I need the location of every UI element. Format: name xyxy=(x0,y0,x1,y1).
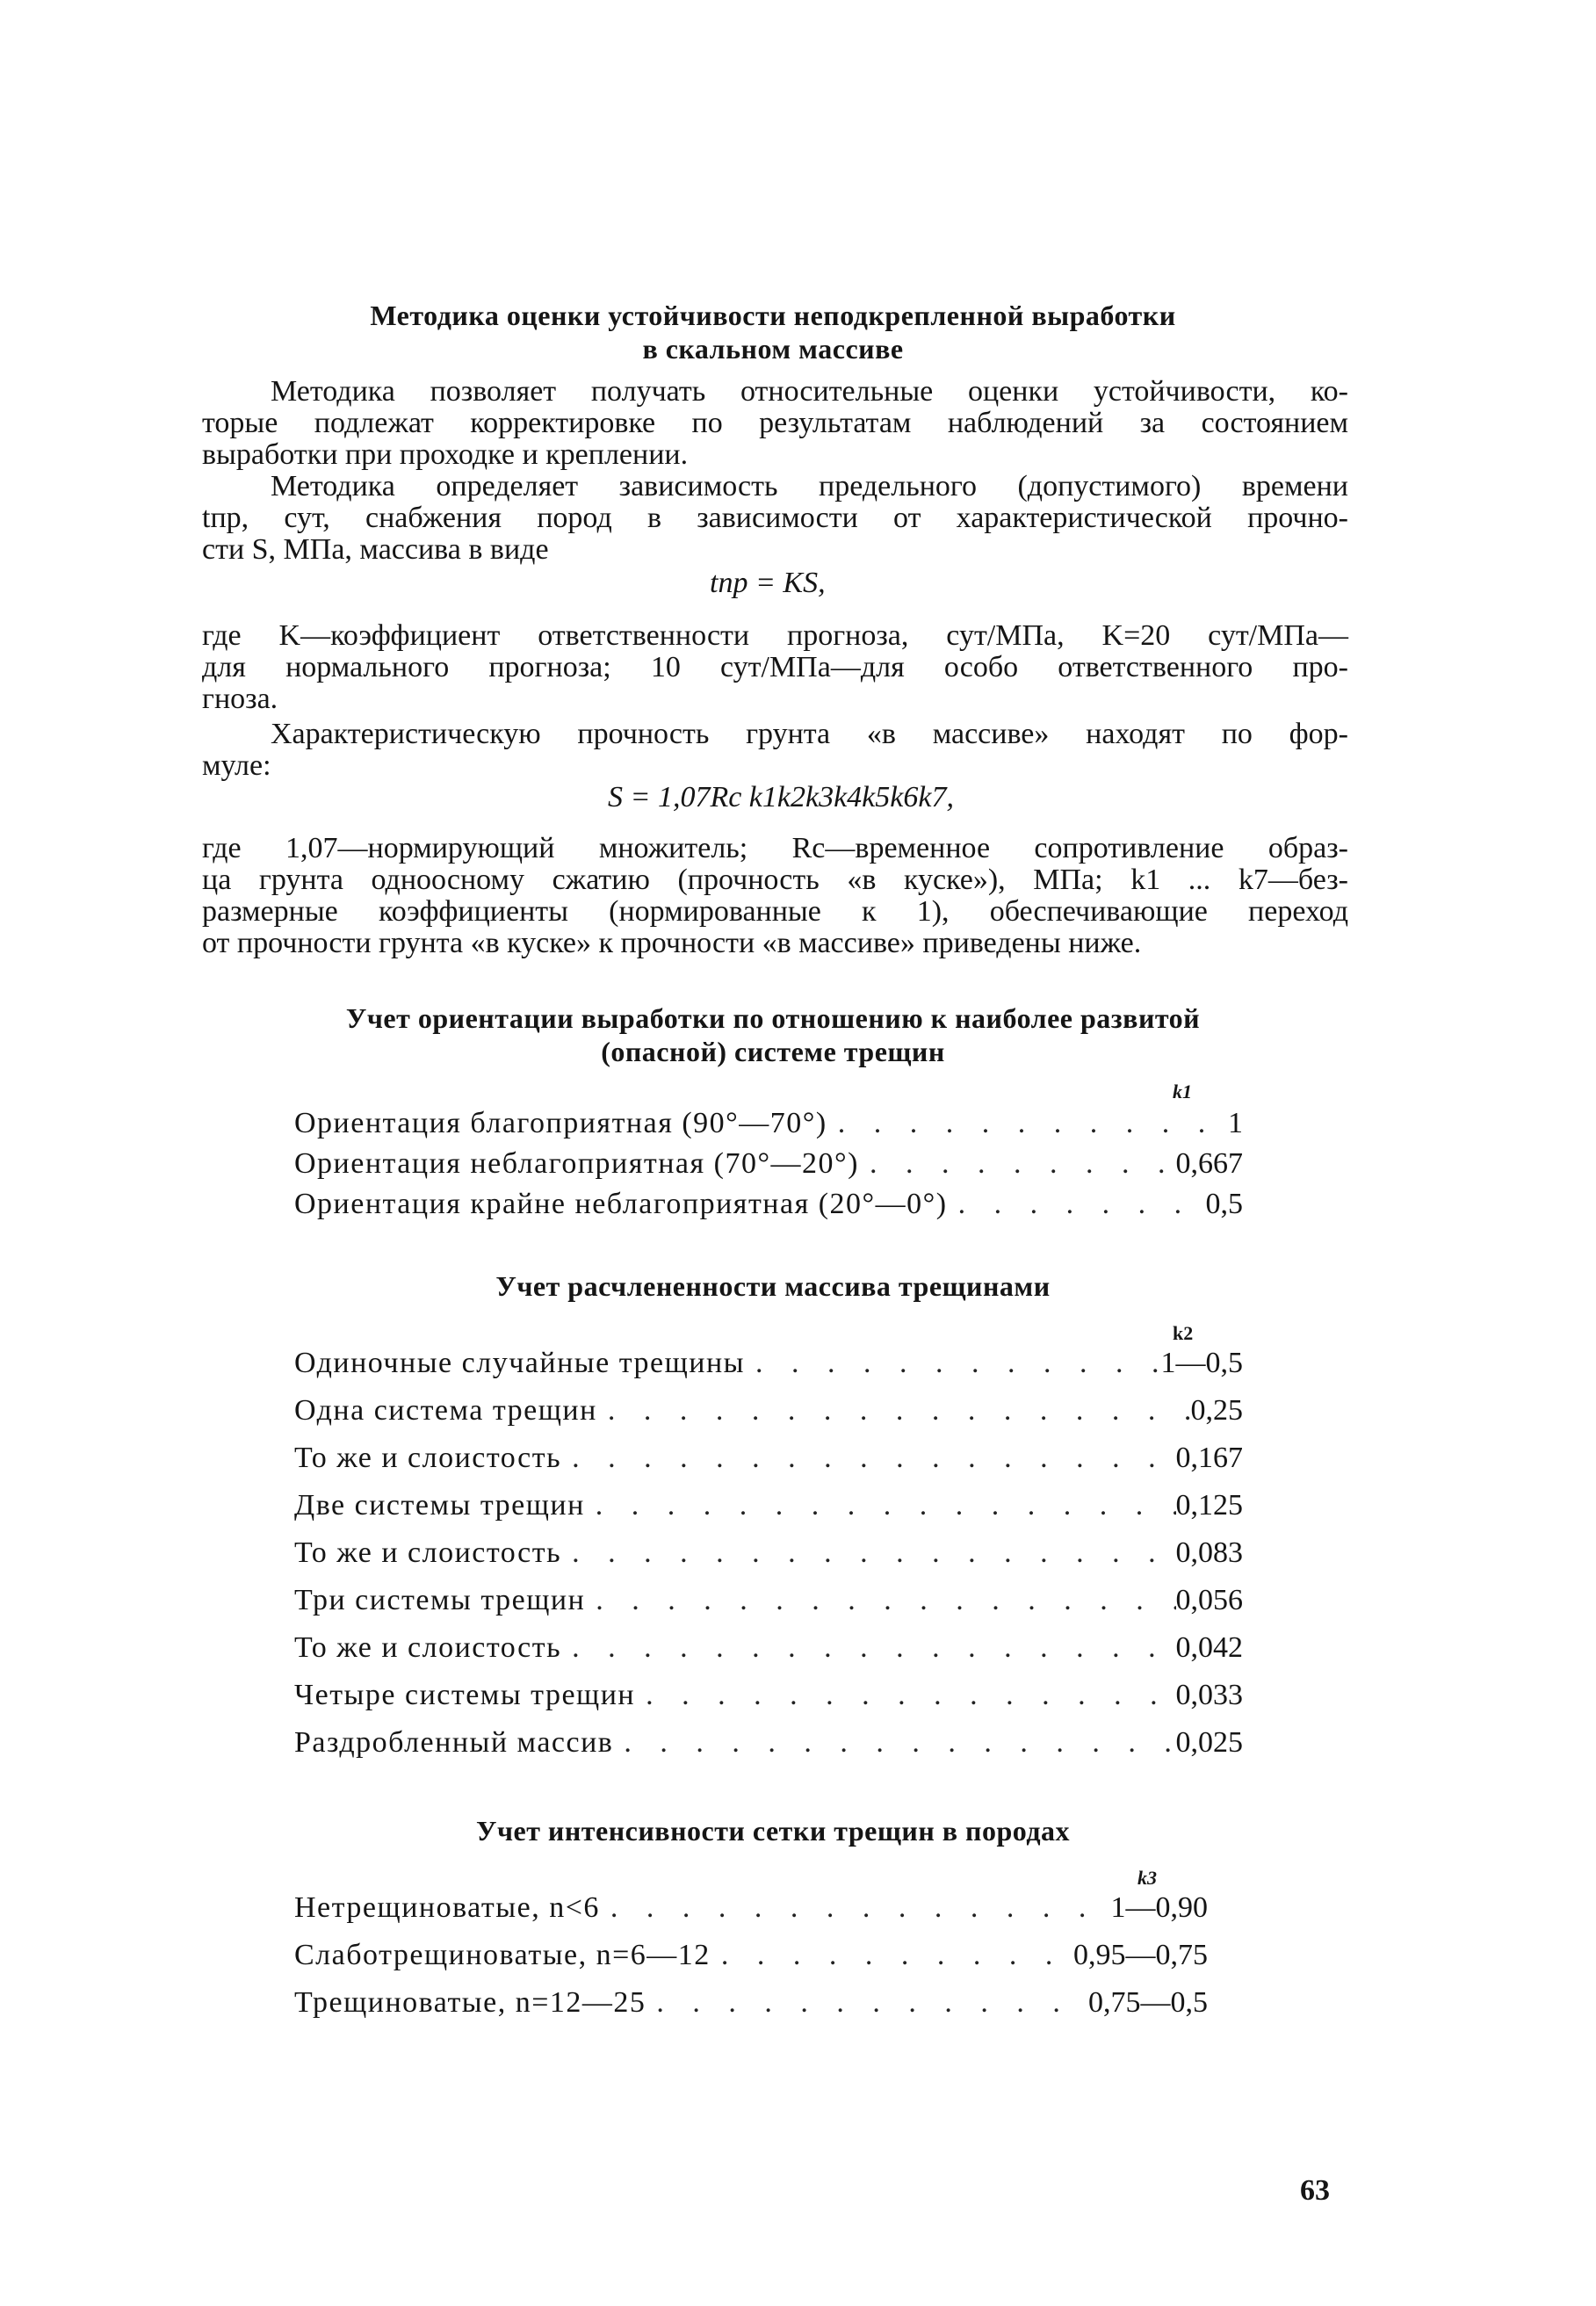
formula-tpr: tпр = KS, xyxy=(710,567,826,599)
row-label: То же и слоистость xyxy=(294,1442,562,1474)
paragraph-line: размерные коэффициенты (нормированные к 1), обеспечивающие переход xyxy=(202,895,1348,928)
formula-s: S = 1,07Rc k1k2k3k4k5k6k7, xyxy=(608,781,954,813)
row-value: 0,25 xyxy=(1190,1394,1243,1427)
row-label: Ориентация крайне неблагоприятная (20°—0°) xyxy=(294,1188,948,1220)
paragraph-4 xyxy=(202,719,1348,782)
row-value: 0,033 xyxy=(1175,1679,1243,1711)
row-value: 0,75—0,5 xyxy=(1088,1986,1208,2019)
paragraph-line: где 1,07—нормирующий множитель; Rc—временное сопротивление образ- xyxy=(202,832,1348,864)
dot-leader xyxy=(827,1107,1228,1140)
table-row xyxy=(294,1147,1243,1189)
row-value: 0,667 xyxy=(1175,1147,1243,1180)
dot-leader xyxy=(711,1939,1073,1972)
table2-title-text: Учет расчлененности массива трещинами xyxy=(495,1270,1051,1302)
paragraph-line: торые подлежат корректировке по результатам наблюдений за состоянием xyxy=(202,407,1348,439)
row-label: Слаботрещиноватые, n=6—12 xyxy=(294,1939,711,1971)
paragraph-line: ца грунта одноосному сжатию (прочность «в куске»), МПа; k1 ... k7—без- xyxy=(202,864,1348,896)
paragraph-line: где K—коэффициент ответственности прогноза, сут/МПа, K=20 сут/МПа— xyxy=(202,619,1348,652)
table-row xyxy=(294,1726,1243,1768)
section-title xyxy=(202,299,1344,365)
paragraph-5 xyxy=(202,833,1348,959)
dot-leader xyxy=(585,1584,1175,1617)
table-row xyxy=(294,1107,1243,1149)
table3-column-header: k3 xyxy=(1137,1867,1157,1889)
row-label: То же и слоистость xyxy=(294,1631,562,1664)
dot-leader xyxy=(561,1631,1175,1665)
section-title-line1: Методика оценки устойчивости неподкрепленной выработки xyxy=(370,300,1176,331)
row-value: 0,167 xyxy=(1175,1442,1243,1474)
table-row xyxy=(294,1986,1208,2028)
paragraph-line: Методика позволяет получать относительные оценки устойчивости, ко- xyxy=(271,375,1348,408)
table2-title xyxy=(202,1269,1344,1303)
table1-title-line2: (опасной) системе трещин xyxy=(601,1036,945,1067)
table2-column-header: k2 xyxy=(1173,1322,1194,1344)
row-value: 0,125 xyxy=(1175,1489,1243,1522)
table-row xyxy=(294,1631,1243,1673)
row-value: 0,042 xyxy=(1175,1631,1243,1664)
row-value: 1—0,90 xyxy=(1110,1891,1208,1924)
row-value: 0,025 xyxy=(1175,1726,1243,1759)
dot-leader xyxy=(597,1394,1191,1428)
row-label: То же и слоистость xyxy=(294,1536,562,1569)
dot-leader xyxy=(859,1147,1176,1181)
dot-leader xyxy=(646,1986,1088,2020)
row-label: Три системы трещин xyxy=(294,1584,586,1616)
row-label: Одиночные случайные трещины xyxy=(294,1347,745,1379)
dot-leader xyxy=(600,1891,1111,1925)
paragraph-line: от прочности грунта «в куске» к прочности «в массиве» приведены ниже. xyxy=(202,927,1142,959)
table3-title-text: Учет интенсивности сетки трещин в породах xyxy=(475,1815,1071,1847)
row-value: 0,95—0,75 xyxy=(1073,1939,1208,1971)
page-number: 63 xyxy=(1300,2174,1330,2207)
paragraph-3 xyxy=(202,620,1348,715)
row-label: Четыре системы трещин xyxy=(294,1679,636,1711)
table-row xyxy=(294,1442,1243,1484)
row-label: Две системы трещин xyxy=(294,1489,585,1522)
paragraph-line: для нормального прогноза; 10 сут/МПа—для особо ответственного про- xyxy=(202,651,1348,683)
table1-column-header: k1 xyxy=(1173,1081,1192,1102)
paragraph-line: Методика определяет зависимость предельного (допустимого) времени xyxy=(271,470,1348,502)
row-label: Ориентация благоприятная (90°—70°) xyxy=(294,1107,827,1139)
dot-leader xyxy=(745,1347,1161,1380)
row-value: 1 xyxy=(1228,1107,1243,1139)
dot-leader xyxy=(635,1679,1175,1712)
table-row xyxy=(294,1489,1243,1531)
row-label: Нетрещиноватые, n<6 xyxy=(294,1891,600,1924)
row-label: Одна система трещин xyxy=(294,1394,597,1427)
table1-title xyxy=(202,1001,1344,1068)
paragraph-line: Характеристическую прочность грунта «в массиве» находят по фор- xyxy=(271,718,1348,750)
row-label: Ориентация неблагоприятная (70°—20°) xyxy=(294,1147,859,1180)
row-value: 1—0,5 xyxy=(1160,1347,1243,1379)
row-value: 0,083 xyxy=(1175,1536,1243,1569)
table-row xyxy=(294,1584,1243,1626)
dot-leader xyxy=(561,1442,1175,1475)
row-label: Трещиноватые, n=12—25 xyxy=(294,1986,646,2019)
table-row xyxy=(294,1679,1243,1721)
paragraph-line: выработки при проходке и креплении. xyxy=(202,438,689,471)
paragraph-line: сти S, МПа, массива в виде xyxy=(202,533,549,566)
row-label: Раздробленный массив xyxy=(294,1726,614,1759)
table-row xyxy=(294,1891,1208,1934)
table-row xyxy=(294,1188,1243,1230)
section-title-line2: в скальном массиве xyxy=(642,333,904,365)
dot-leader xyxy=(561,1536,1175,1570)
dot-leader xyxy=(948,1188,1206,1221)
row-value: 0,056 xyxy=(1175,1584,1243,1616)
paragraph-line: муле: xyxy=(202,749,271,782)
table-row xyxy=(294,1347,1243,1389)
dot-leader xyxy=(585,1489,1176,1522)
table3-title xyxy=(202,1814,1344,1847)
table-row xyxy=(294,1939,1208,1981)
paragraph-2 xyxy=(202,471,1348,566)
paragraph-line: tпр, сут, снабжения пород в зависимости от характеристической прочно- xyxy=(202,502,1348,534)
paragraph-line: гноза. xyxy=(202,683,278,715)
table1-title-line1: Учет ориентации выработки по отношению к наиболее развитой xyxy=(345,1002,1201,1034)
row-value: 0,5 xyxy=(1205,1188,1243,1220)
paragraph-1 xyxy=(202,376,1348,471)
table-row xyxy=(294,1394,1243,1436)
table-row xyxy=(294,1536,1243,1579)
dot-leader xyxy=(613,1726,1175,1760)
